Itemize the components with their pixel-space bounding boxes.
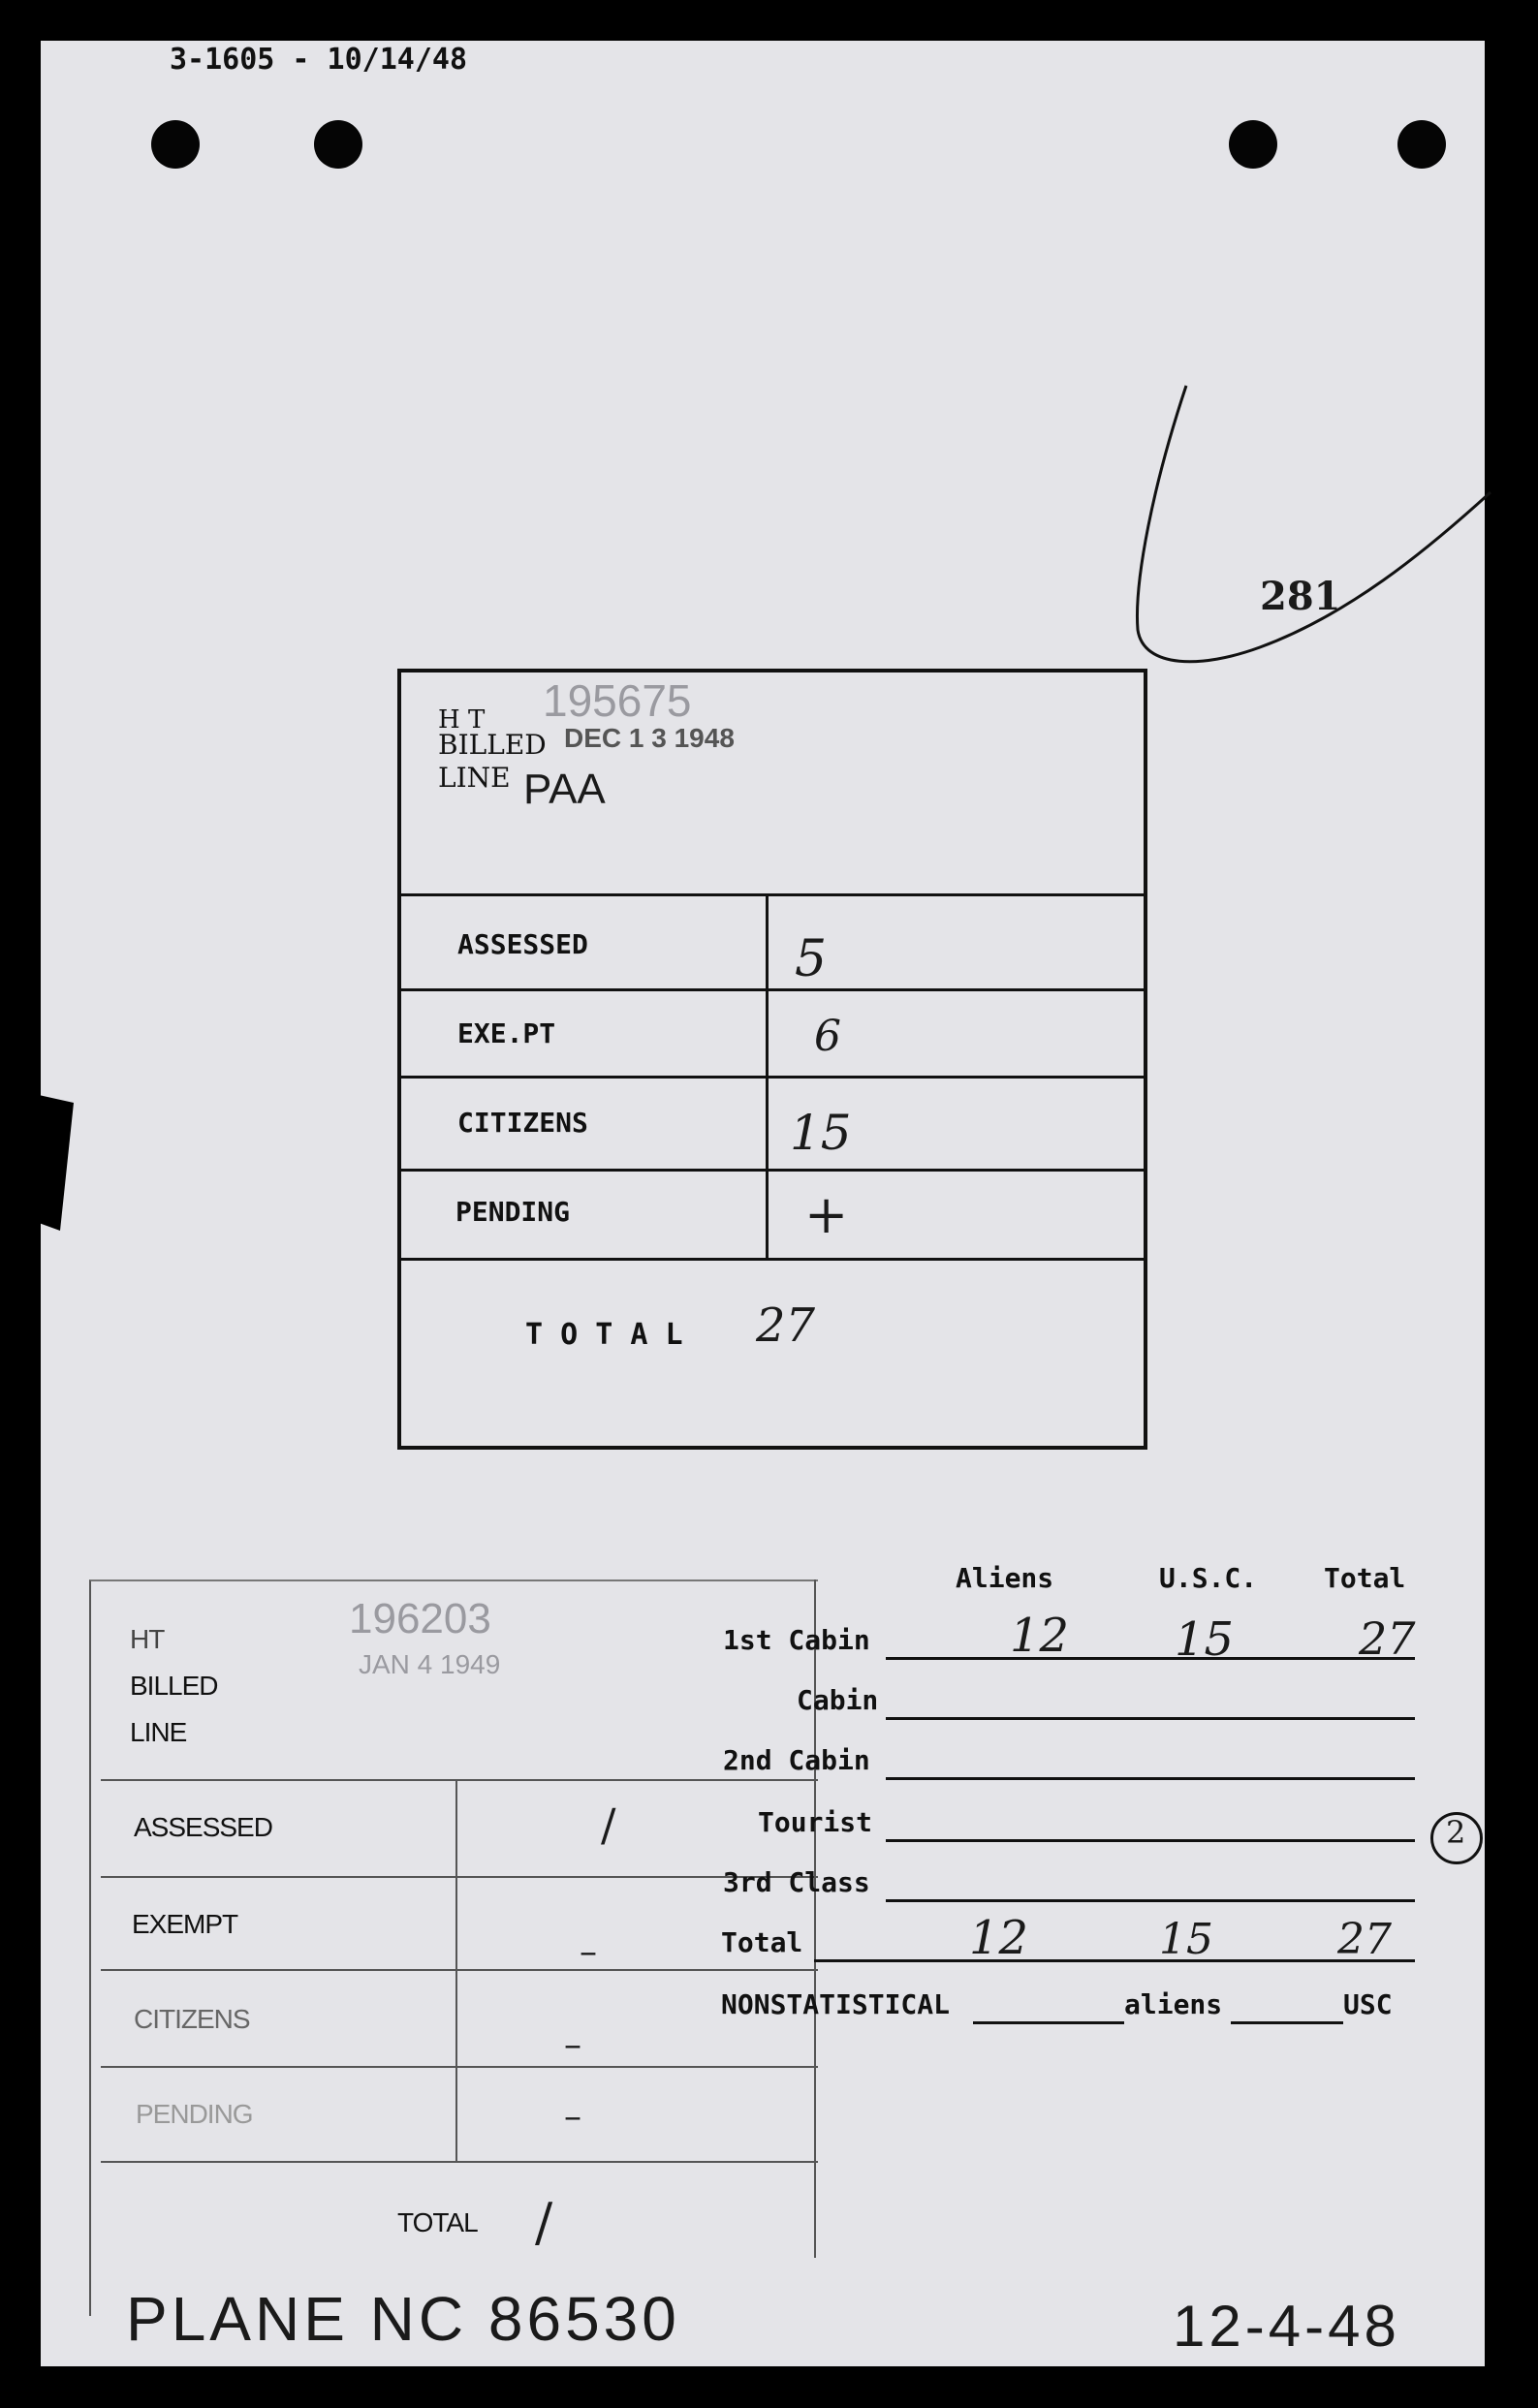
- manifest-aliens-value: 12: [1010, 1609, 1070, 1663]
- nonstatistical-label: NONSTATISTICAL: [721, 1988, 951, 2020]
- manifest-total-aliens: 12: [969, 1911, 1029, 1965]
- punch-hole: [1397, 120, 1446, 169]
- punch-hole: [314, 120, 362, 169]
- form2-rule: [101, 1779, 818, 1781]
- form2-row-label: PENDING: [136, 2099, 253, 2129]
- form1-row-label: CITIZENS: [457, 1107, 588, 1139]
- manifest-total-total: 27: [1337, 1915, 1392, 1964]
- form2-row-value: –: [580, 1932, 597, 1972]
- manifest-row-line: [886, 1657, 1415, 1660]
- form1-row-value: 6: [814, 1012, 841, 1061]
- form2-stamp-number: 196203: [349, 1595, 491, 1642]
- form2-ht-label: HT: [130, 1624, 165, 1654]
- form1-stamp-date: DEC 1 3 1948: [564, 723, 735, 753]
- form1-billed-label: BILLED: [438, 729, 547, 761]
- nonstatistical-aliens-line: [973, 2021, 1124, 2024]
- punch-hole: [151, 120, 200, 169]
- manifest-row-label: Tourist: [758, 1806, 873, 1838]
- manifest-row-label: 2nd Cabin: [723, 1744, 870, 1776]
- manifest-row-label: 3rd Class: [723, 1866, 870, 1898]
- manifest-row-line: [886, 1839, 1415, 1842]
- form2-total-value: /: [535, 2192, 553, 2253]
- form1-line-value: PAA: [523, 766, 606, 813]
- form2-billed-label: BILLED: [130, 1671, 218, 1701]
- manifest-row-line: [886, 1899, 1415, 1902]
- manifest-total-usc: 15: [1159, 1915, 1213, 1964]
- form2-total-label: TOTAL: [397, 2207, 478, 2237]
- column-header-total: Total: [1324, 1562, 1406, 1594]
- form2-column-divider: [455, 1779, 457, 2163]
- form2-row-value: /: [601, 1798, 616, 1851]
- form2-row-value: –: [564, 2097, 581, 2137]
- form2-rule: [101, 2066, 818, 2068]
- form1-row-value: +: [804, 1184, 849, 1245]
- form1-rule: [397, 893, 1147, 896]
- edge-tab-mark: [39, 1095, 78, 1231]
- manifest-row-label: Cabin: [797, 1684, 879, 1716]
- form1-row-label: EXE.PT: [457, 1017, 556, 1049]
- column-header-usc: U.S.C.: [1159, 1562, 1258, 1594]
- form1-ht-label: H T: [438, 705, 486, 735]
- manifest-row-line: [886, 1777, 1415, 1780]
- form1-row-value: 15: [790, 1105, 852, 1161]
- form1-row-value: 5: [795, 930, 828, 988]
- manifest-usc-value: 15: [1175, 1612, 1235, 1667]
- form2-stamp-date: JAN 4 1949: [359, 1649, 501, 1679]
- form2-row-label: CITIZENS: [134, 2004, 250, 2034]
- form1-stamp-number: 195675: [543, 675, 692, 726]
- form1-line-label: LINE: [438, 762, 511, 794]
- form1-total-label: T O T A L: [525, 1318, 683, 1352]
- form1-row-label: PENDING: [455, 1196, 571, 1228]
- nonstatistical-aliens-label: aliens: [1124, 1988, 1223, 2020]
- circled-mark-value: 2: [1446, 1814, 1466, 1851]
- form2-right-border: [814, 1579, 816, 2258]
- manifest-row-line: [886, 1717, 1415, 1720]
- form2-rule: [101, 2161, 818, 2163]
- form2-row-value: –: [564, 2025, 581, 2065]
- form1-rule: [397, 1169, 1147, 1172]
- manifest-row-line: [814, 1959, 1415, 1962]
- nonstatistical-usc-label: USC: [1343, 1988, 1393, 2020]
- punch-hole: [1229, 120, 1277, 169]
- plane-registration: PLANE NC 86530: [126, 2284, 680, 2354]
- form1-rule: [397, 1258, 1147, 1261]
- form2-line-label: LINE: [130, 1717, 187, 1747]
- form1-rule: [397, 1076, 1147, 1079]
- nonstatistical-usc-line: [1231, 2021, 1343, 2024]
- pen-stroke-mark: [1114, 378, 1502, 678]
- column-header-aliens: Aliens: [956, 1562, 1054, 1594]
- form2-row-label: ASSESSED: [134, 1812, 272, 1842]
- handwritten-date: 12-4-48: [1173, 2294, 1400, 2359]
- folio-number: 281: [1260, 574, 1341, 619]
- form1-total-value: 27: [756, 1298, 816, 1353]
- manifest-row-label: 1st Cabin: [723, 1624, 870, 1656]
- manifest-total-value: 27: [1359, 1612, 1416, 1665]
- form1-rule: [397, 988, 1147, 991]
- manifest-total-label: Total: [721, 1926, 803, 1958]
- form1-row-label: ASSESSED: [457, 928, 588, 960]
- document-reference: 3-1605 - 10/14/48: [170, 43, 468, 77]
- form2-row-label: EXEMPT: [132, 1909, 238, 1939]
- form2-rule: [101, 1969, 818, 1971]
- form1-column-divider: [766, 893, 769, 1260]
- form2-rule: [101, 1876, 818, 1878]
